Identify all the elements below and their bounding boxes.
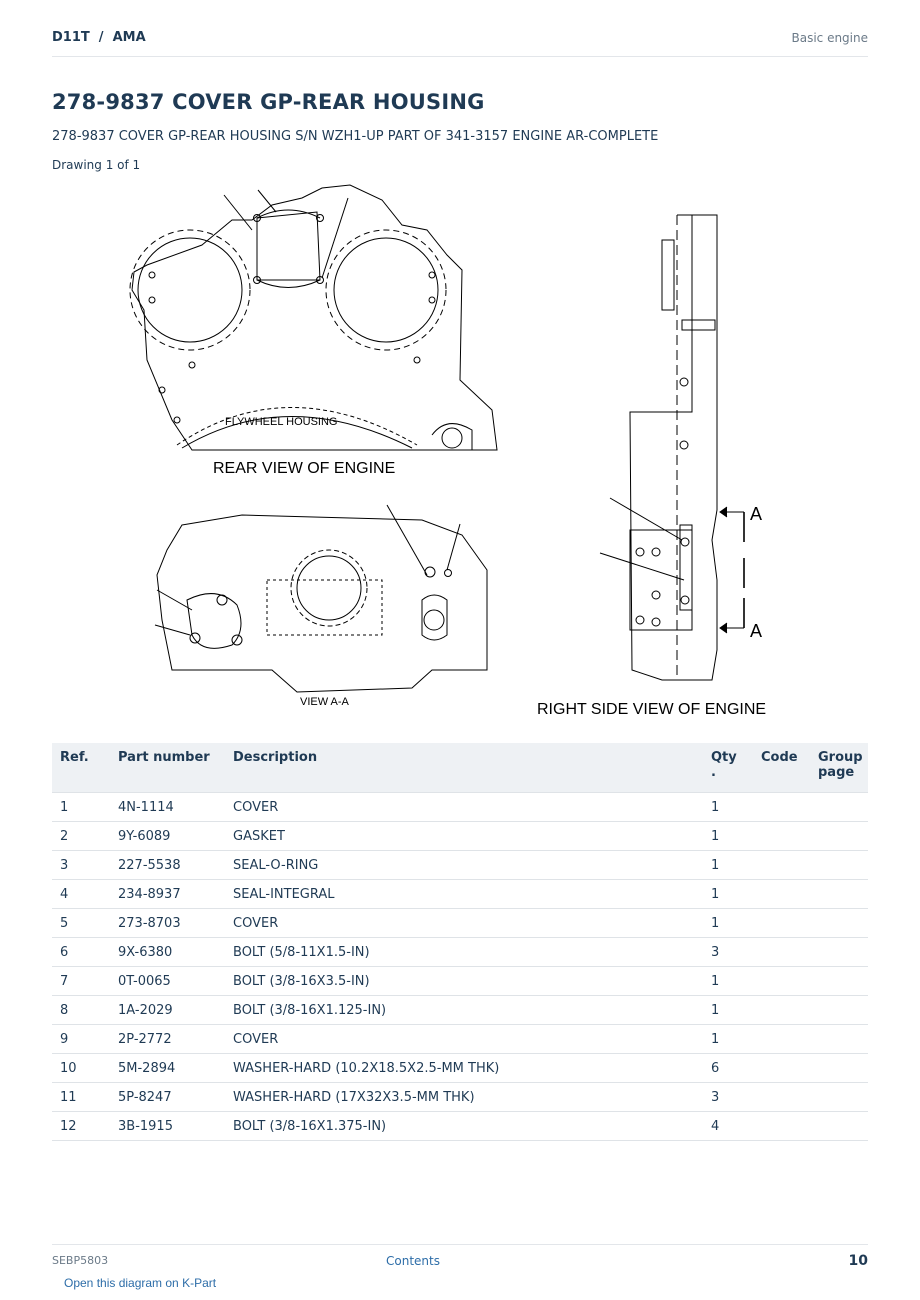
cell-group-page — [810, 1054, 868, 1083]
breadcrumb: D11T / AMA — [52, 30, 146, 45]
cell-group-page — [810, 967, 868, 996]
cell-group-page — [810, 1112, 868, 1141]
cell-ref: 5 — [52, 909, 110, 938]
cell-ref: 4 — [52, 880, 110, 909]
cell-group-page — [810, 996, 868, 1025]
cell-ref: 3 — [52, 851, 110, 880]
cell-part-number: 273-8703 — [110, 909, 225, 938]
cell-qty: 1 — [703, 996, 753, 1025]
cell-part-number: 9Y-6089 — [110, 822, 225, 851]
cell-group-page — [810, 880, 868, 909]
view-aa-drawing — [155, 505, 487, 708]
table-row — [52, 996, 868, 1025]
cell-description: GASKET — [225, 822, 703, 851]
cell-qty: 1 — [703, 851, 753, 880]
cell-qty: 4 — [703, 1112, 753, 1141]
col-ref: Ref. — [52, 743, 110, 793]
cell-part-number: 0T-0065 — [110, 967, 225, 996]
cell-ref: 1 — [52, 793, 110, 822]
cell-qty: 1 — [703, 1025, 753, 1054]
table-row — [52, 909, 868, 938]
cell-code — [753, 793, 810, 822]
cell-ref: 6 — [52, 938, 110, 967]
cell-code — [753, 851, 810, 880]
kpart-link[interactable]: Open this diagram on K-Part — [64, 1276, 217, 1290]
cell-group-page — [810, 851, 868, 880]
cell-description: COVER — [225, 909, 703, 938]
cell-code — [753, 909, 810, 938]
table-row — [52, 1054, 868, 1083]
section-marker-bottom: A — [750, 621, 763, 641]
cell-ref: 12 — [52, 1112, 110, 1141]
page-header — [52, 28, 868, 57]
section-marker-top: A — [750, 504, 763, 524]
col-part-number: Part number — [110, 743, 225, 793]
table-row — [52, 1025, 868, 1054]
cell-qty: 1 — [703, 909, 753, 938]
table-header-row — [52, 743, 868, 793]
cell-group-page — [810, 822, 868, 851]
cell-description: WASHER-HARD (17X32X3.5-MM THK) — [225, 1083, 703, 1112]
page-footer — [52, 1244, 868, 1275]
cell-code — [753, 880, 810, 909]
cell-ref: 11 — [52, 1083, 110, 1112]
cell-part-number: 4N-1114 — [110, 793, 225, 822]
cell-description: SEAL-O-RING — [225, 851, 703, 880]
parts-table — [52, 743, 868, 1141]
table-row — [52, 793, 868, 822]
cell-part-number: 1A-2029 — [110, 996, 225, 1025]
cell-description: WASHER-HARD (10.2X18.5X2.5-MM THK) — [225, 1054, 703, 1083]
cell-part-number: 2P-2772 — [110, 1025, 225, 1054]
cell-part-number: 5P-8247 — [110, 1083, 225, 1112]
cell-code — [753, 822, 810, 851]
page-number: 10 — [848, 1253, 868, 1269]
col-code: Code — [753, 743, 810, 793]
col-qty: Qty . — [703, 743, 753, 793]
cell-description: COVER — [225, 793, 703, 822]
cell-description: BOLT (3/8-16X1.375-IN) — [225, 1112, 703, 1141]
cell-description: COVER — [225, 1025, 703, 1054]
cell-ref: 10 — [52, 1054, 110, 1083]
cell-group-page — [810, 938, 868, 967]
cell-ref: 7 — [52, 967, 110, 996]
section-label: Basic engine — [791, 31, 868, 45]
cell-part-number: 227-5538 — [110, 851, 225, 880]
cell-code — [753, 1083, 810, 1112]
cell-group-page — [810, 793, 868, 822]
table-row — [52, 822, 868, 851]
col-description: Description — [225, 743, 703, 793]
cell-part-number: 5M-2894 — [110, 1054, 225, 1083]
cell-group-page — [810, 1083, 868, 1112]
cell-group-page — [810, 1025, 868, 1054]
cell-description: BOLT (5/8-11X1.5-IN) — [225, 938, 703, 967]
right-side-view-label: RIGHT SIDE VIEW OF ENGINE — [537, 701, 767, 718]
cell-qty: 1 — [703, 793, 753, 822]
cell-qty: 1 — [703, 822, 753, 851]
cell-group-page — [810, 909, 868, 938]
view-aa-label: VIEW A-A — [300, 696, 349, 708]
cell-qty: 3 — [703, 938, 753, 967]
contents-link[interactable]: Contents — [386, 1254, 440, 1268]
parts-table-body — [52, 793, 868, 1141]
cell-part-number: 9X-6380 — [110, 938, 225, 967]
cell-code — [753, 1025, 810, 1054]
table-row — [52, 967, 868, 996]
cell-part-number: 3B-1915 — [110, 1112, 225, 1141]
rear-view-label: REAR VIEW OF ENGINE — [213, 460, 396, 477]
table-row — [52, 851, 868, 880]
cell-qty: 6 — [703, 1054, 753, 1083]
table-row — [52, 880, 868, 909]
cell-ref: 2 — [52, 822, 110, 851]
cell-description: BOLT (3/8-16X3.5-IN) — [225, 967, 703, 996]
cell-description: SEAL-INTEGRAL — [225, 880, 703, 909]
cell-part-number: 234-8937 — [110, 880, 225, 909]
cell-code — [753, 967, 810, 996]
page-subtitle: 278-9837 COVER GP-REAR HOUSING S/N WZH1-UP PART OF 341-3157 ENGINE AR-COMPLETE — [52, 129, 659, 144]
document-id: SEBP5803 — [52, 1254, 109, 1267]
cell-description: BOLT (3/8-16X1.125-IN) — [225, 996, 703, 1025]
cell-code — [753, 1054, 810, 1083]
rear-view-drawing — [130, 185, 497, 477]
cell-qty: 1 — [703, 967, 753, 996]
cell-code — [753, 938, 810, 967]
flywheel-housing-label: FLYWHEEL HOUSING — [225, 416, 338, 428]
cell-ref: 9 — [52, 1025, 110, 1054]
cell-code — [753, 996, 810, 1025]
table-row — [52, 1083, 868, 1112]
parts-diagram[interactable] — [52, 180, 868, 725]
cell-qty: 1 — [703, 880, 753, 909]
col-group-page: Group page — [810, 743, 868, 793]
table-row — [52, 938, 868, 967]
cell-ref: 8 — [52, 996, 110, 1025]
page-title: 278-9837 COVER GP-REAR HOUSING — [52, 90, 485, 114]
drawing-count: Drawing 1 of 1 — [52, 158, 141, 172]
table-row — [52, 1112, 868, 1141]
cell-qty: 3 — [703, 1083, 753, 1112]
cell-code — [753, 1112, 810, 1141]
right-side-view-drawing — [537, 215, 766, 718]
